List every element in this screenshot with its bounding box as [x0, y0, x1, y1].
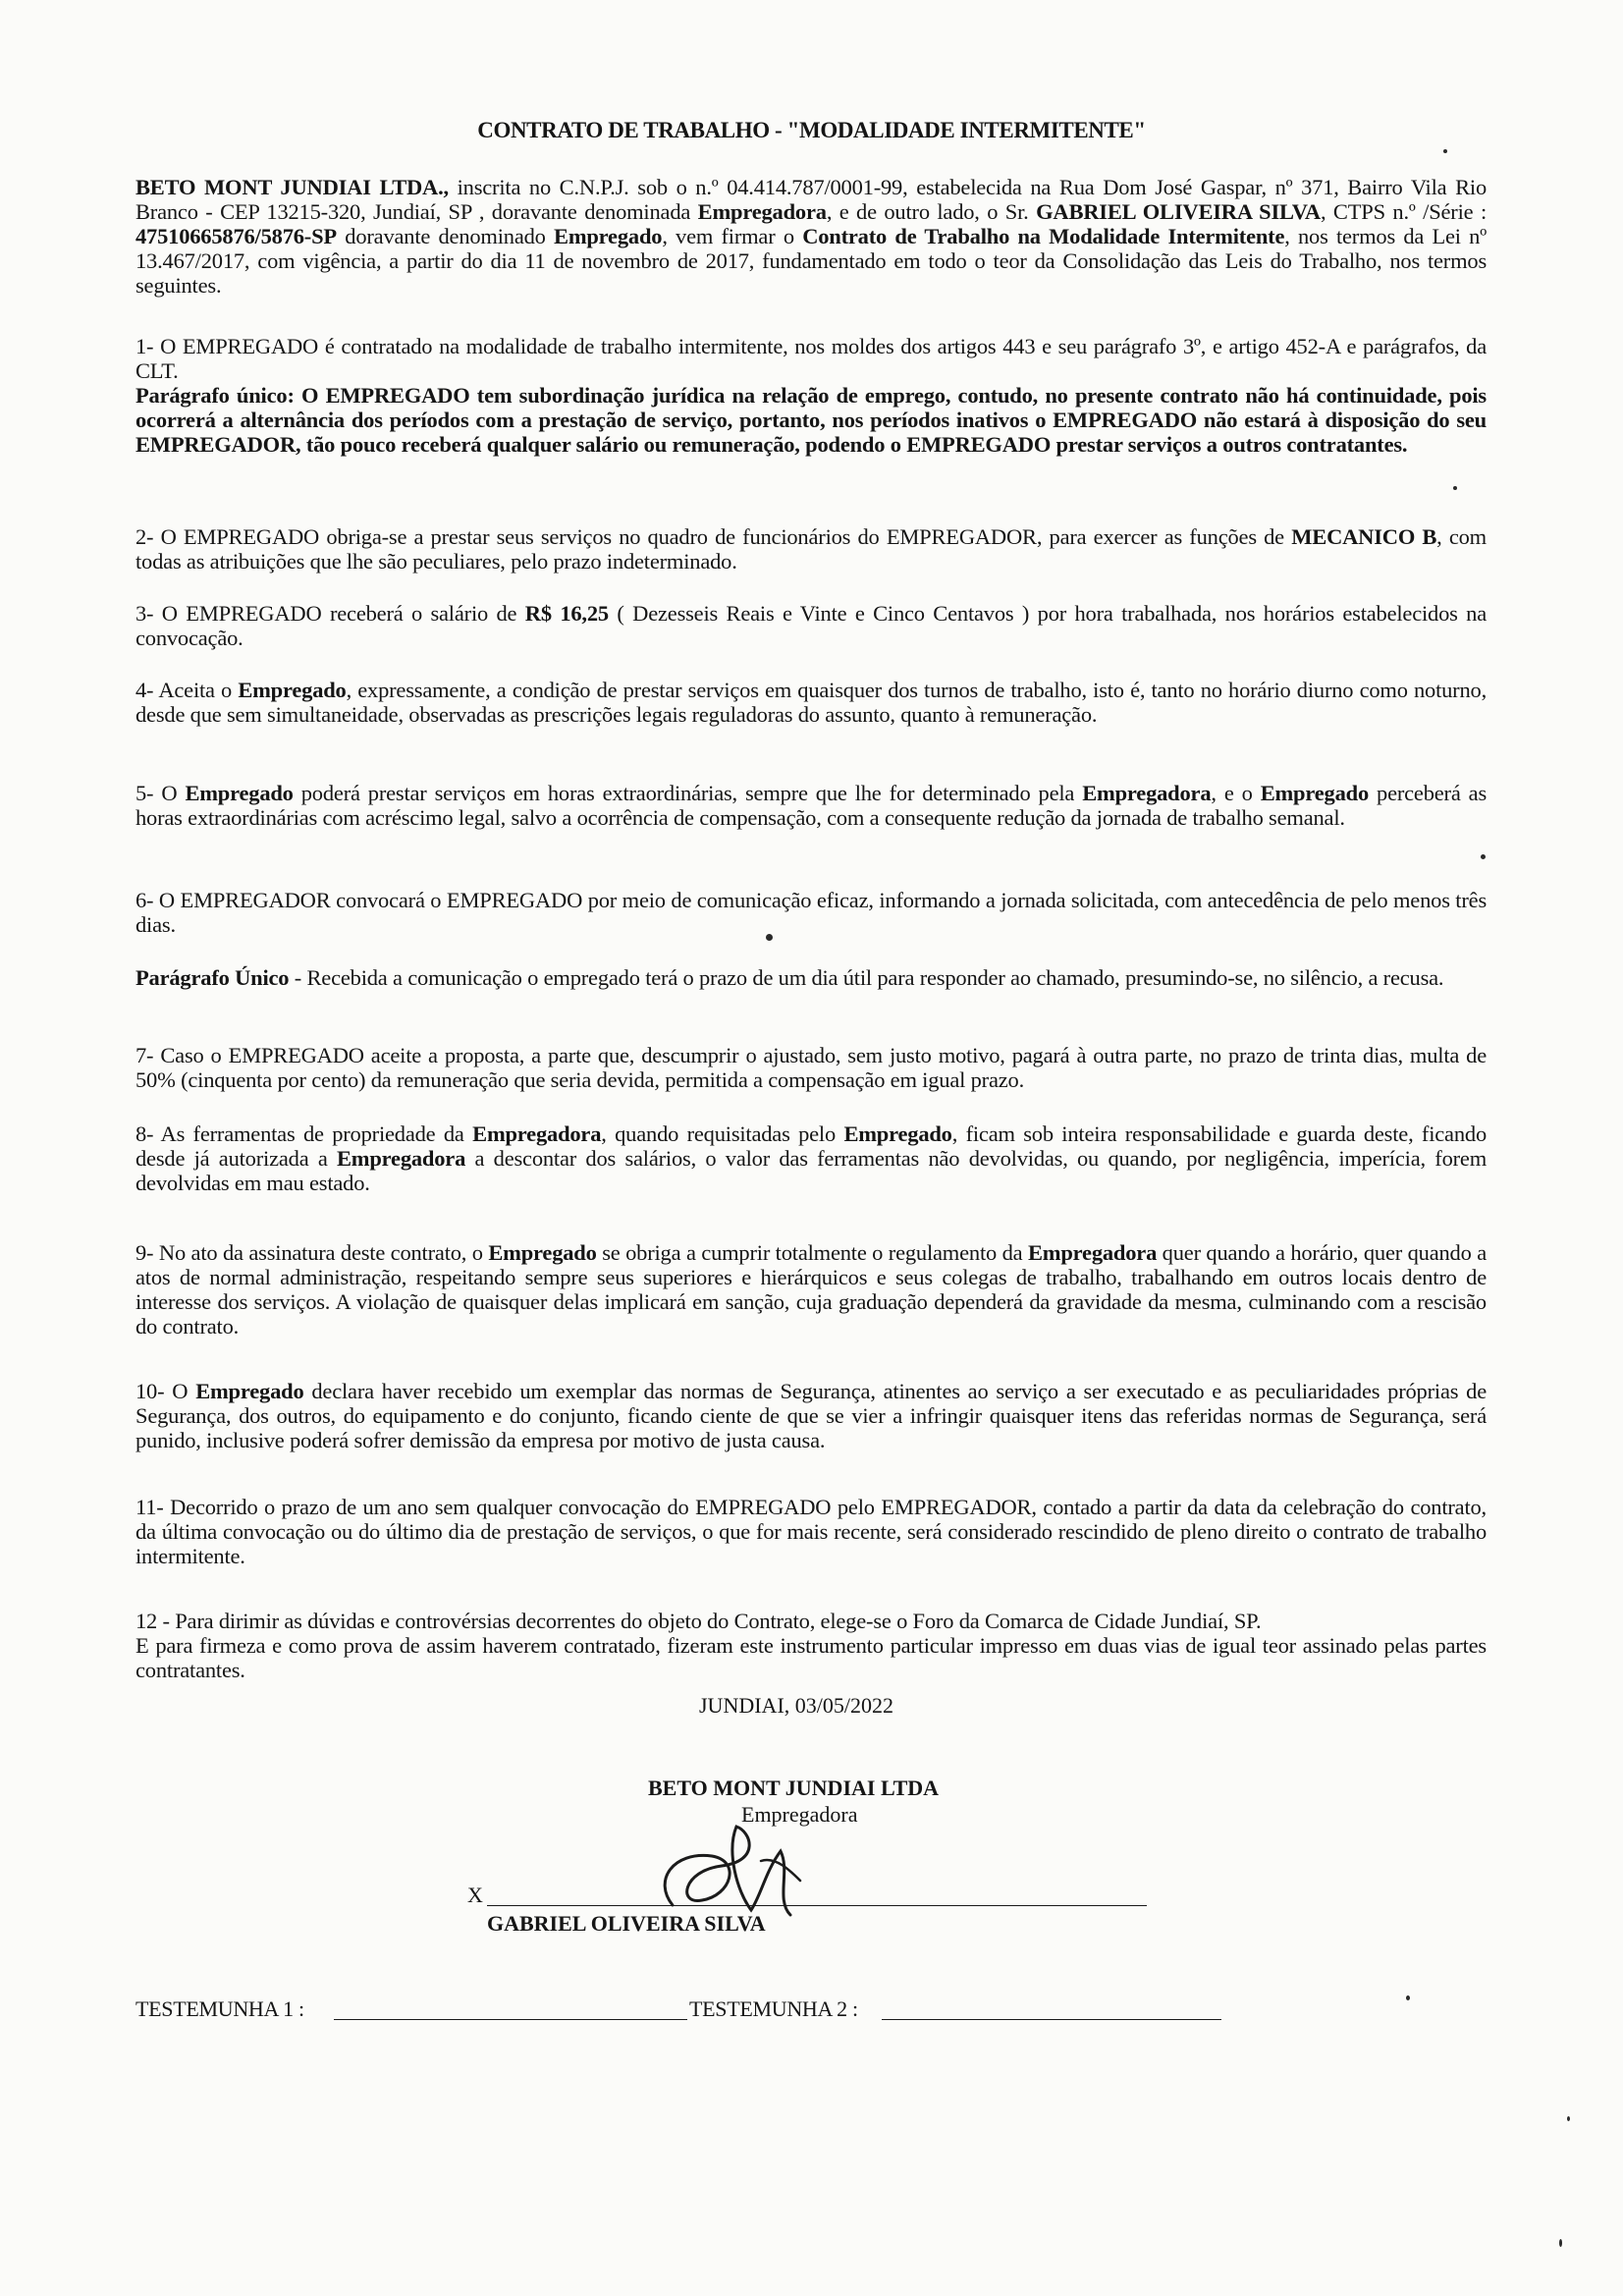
clause-5-text-2: poderá prestar serviços em horas extraordinárias, sempre que lhe for determinado pela: [293, 781, 1083, 805]
intro-empregadora: Empregadora: [697, 199, 827, 224]
clause-12-text: 12 - Para dirimir as dúvidas e controvérsias decorrentes do objeto do Contrato, elege-se o Foro da Comarca de Cidade Jundiaí, SP.: [135, 1609, 1262, 1633]
clause-1-paragrafo-unico: Parágrafo único: O EMPREGADO tem subordinação jurídica na relação de emprego, contudo, no presente contrato não há continuidade, pois ocorrerá a alternância dos períodos com a prestação de serviço, portanto, nos períodos inativos o EMPREGADO não estará à disposição do seu EMPREGADOR, tão pouco receberá qualquer salário ou remuneração, podendo o EMPREGADO prestar serviços a outros contratantes.: [135, 383, 1487, 457]
clause-4-text-2: , expressamente, a condição de prestar serviços em quaisquer dos turnos de trabalho, isto é, tanto no horário diurno como noturno, desde que sem simultaneidade, observadas as prescrições legais reguladoras do assunto, quanto à remuneração.: [135, 678, 1487, 727]
clause-9-text-1: 9- No ato da assinatura deste contrato, o: [135, 1240, 489, 1265]
salary-amount: R$ 16,25: [524, 601, 609, 626]
clause-10-empregado: Empregado: [195, 1379, 304, 1403]
document-title: CONTRATO DE TRABALHO - "MODALIDADE INTERMITENTE": [477, 118, 1146, 142]
clause-8-text-1: 8- As ferramentas de propriedade da: [135, 1121, 473, 1146]
clause-6-paragrafo-unico: [135, 965, 1487, 990]
paragrafo-unico-text: - Recebida a comunicação o empregado terá o prazo de um dia útil para responder ao chamado, presumindo-se, no silêncio, a recusa.: [289, 965, 1444, 990]
signature-x-mark: X: [467, 1883, 483, 1907]
clause-6: [135, 888, 1487, 937]
intro-text-4: doravante denominado: [336, 224, 555, 248]
place-date: JUNDIAI, 03/05/2022: [699, 1693, 893, 1718]
paragrafo-unico-label: Parágrafo Único: [135, 965, 290, 990]
scan-speck: [1453, 486, 1457, 490]
intro-text-1: inscrita no C.N.P.J. sob o n.º 04.414.787/0001-99, estabelecida na Rua Dom José Gaspar, nº 371, Bairro Vila Rio Branco - CEP 13215-320, Jundiaí, SP , doravante denominada: [135, 175, 1487, 224]
clause-11: [135, 1495, 1487, 1568]
clause-3-text-2: ( Dezesseis Reais e Vinte e Cinco Centavos ) por hora trabalhada, nos horários estabelecidos na convocação.: [135, 601, 1487, 650]
clause-8-text-4: a descontar dos salários, o valor das ferramentas não devolvidas, ou quando, por negligência, imperícia, forem devolvidas em mau estado.: [135, 1146, 1487, 1195]
clause-7: [135, 1043, 1487, 1092]
clause-5-text-4: perceberá as horas extraordinárias com acréscimo legal, salvo a ocorrência de compensação, com a consequente redução da jornada de trabalho semanal.: [135, 781, 1487, 830]
closing-text: E para firmeza e como prova de assim haverem contratado, fizeram este instrumento particular impresso em duas vias de igual teor assinado pelas partes contratantes.: [135, 1633, 1487, 1682]
clause-7-text: 7- Caso o EMPREGADO aceite a proposta, a parte que, descumprir o ajustado, sem justo motivo, pagará à outra parte, no prazo de trinta dias, multa de 50% (cinquenta por cento) da remuneração que seria devida, permitida a compensação em igual prazo.: [135, 1043, 1487, 1092]
scan-speck: [1406, 1995, 1410, 2000]
clause-8: [135, 1121, 1487, 1195]
intro-text-3: , CTPS n.º /Série :: [1320, 199, 1487, 224]
job-role: MECANICO B: [1291, 524, 1437, 549]
clause-5-text-3: , e o: [1211, 781, 1261, 805]
scan-speck: [1559, 2239, 1562, 2247]
intro-empregado: Empregado: [554, 224, 663, 248]
clause-10-text-2: declara haver recebido um exemplar das normas de Segurança, atinentes ao serviço a ser executado e as peculiaridades próprias de Segurança, dos outros, do equipamento e do conjunto, ficando ciente de que se vier a infringir quaisquer itens das referidas normas de Segurança, será punido, inclusive poderá sofrer demissão da empresa por motivo de justa causa.: [135, 1379, 1488, 1452]
clause-10: [135, 1379, 1487, 1452]
clause-4: [135, 678, 1487, 727]
clause-11-text: 11- Decorrido o prazo de um ano sem qualquer convocação do EMPREGADO pelo EMPREGADOR, contado a partir da data da celebração do contrato, da última convocação ou do último dia de prestação de serviços, o que for mais recente, será considerado rescindido de pleno direito o contrato de trabalho intermitente.: [135, 1495, 1487, 1568]
employee-signature-name: GABRIEL OLIVEIRA SILVA: [487, 1911, 766, 1936]
clause-2-text-1: 2- O EMPREGADO obriga-se a prestar seus serviços no quadro de funcionários do EMPREGADOR, para exercer as funções de: [135, 524, 1292, 549]
clause-10-text-1: 10- O: [135, 1379, 196, 1403]
clause-4-text-1: 4- Aceita o: [135, 678, 239, 702]
witness-2-line: [882, 2019, 1221, 2020]
clause-9-empregado: Empregado: [488, 1240, 597, 1265]
clause-8-text-2: , quando requisitadas pelo: [601, 1121, 844, 1146]
clause-9-empregadora: Empregadora: [1027, 1240, 1158, 1265]
clause-4-empregado: Empregado: [238, 678, 347, 702]
company-name: BETO MONT JUNDIAI LTDA.,: [135, 175, 449, 199]
clause-12: [135, 1609, 1487, 1682]
clause-3-text-1: 3- O EMPREGADO receberá o salário de: [135, 601, 525, 626]
clause-1: [135, 334, 1487, 457]
clause-5-empregadora: Empregadora: [1082, 781, 1212, 805]
clause-8-empregado: Empregado: [843, 1121, 952, 1146]
ctps-number: 47510665876/5876-SP: [135, 224, 337, 248]
intro-paragraph: [135, 175, 1487, 298]
clause-5-empregado-2: Empregado: [1260, 781, 1369, 805]
clause-9-text-3: quer quando a horário, quer quando a atos de normal administração, respeitando sempre seus superiores e hierárquicos e seus colegas de trabalho, trabalhando em outros locais dentro de interesse dos serviços. A violação de quaisquer delas implicará em sanção, cuja graduação dependerá da gravidade da mesma, culminando com a rescisão do contrato.: [135, 1240, 1487, 1339]
company-signature-role: Empregadora: [741, 1802, 858, 1827]
clause-8-text-3: , ficam sob inteira responsabilidade e guarda deste, ficando desde já autorizada a: [135, 1121, 1487, 1171]
clause-1-text: 1- O EMPREGADO é contratado na modalidade de trabalho intermitente, nos moldes dos artigos 443 e seu parágrafo 3º, e artigo 452-A e parágrafos, da CLT.: [135, 334, 1487, 383]
scan-speck: [1443, 149, 1447, 153]
witness-1-line: [334, 2019, 687, 2020]
company-signature-name: BETO MONT JUNDIAI LTDA: [648, 1776, 940, 1800]
intro-text-2: , e de outro lado, o Sr.: [826, 199, 1037, 224]
clause-5-text-1: 5- O: [135, 781, 186, 805]
employee-name: GABRIEL OLIVEIRA SILVA: [1036, 199, 1321, 224]
clause-5: [135, 781, 1487, 830]
clause-5-empregado: Empregado: [185, 781, 294, 805]
witness-2-label: TESTEMUNHA 2 :: [689, 1996, 858, 2021]
clause-9-text-2: se obriga a cumprir totalmente o regulamento da: [596, 1240, 1028, 1265]
clause-8-empregadora: Empregadora: [472, 1121, 602, 1146]
intro-text-5: , vem firmar o: [662, 224, 803, 248]
intro-text-6: , nos termos da Lei nº 13.467/2017, com vigência, a partir do dia 11 de novembro de 2017, fundamentado em todo o teor da Consolidação das Leis do Trabalho, nos termos seguintes.: [135, 224, 1487, 298]
scan-speck: [1567, 2116, 1570, 2121]
contract-type: Contrato de Trabalho na Modalidade Intermitente: [802, 224, 1285, 248]
employee-signature-line: [487, 1905, 1147, 1906]
clause-6-text: 6- O EMPREGADOR convocará o EMPREGADO por meio de comunicação eficaz, informando a jornada solicitada, com antecedência de pelo menos três dias.: [135, 888, 1487, 937]
scan-speck: [1481, 854, 1486, 859]
witness-1-label: TESTEMUNHA 1 :: [135, 1996, 304, 2021]
scan-speck: [766, 934, 773, 941]
clause-9: [135, 1240, 1487, 1339]
clause-8-empregadora-2: Empregadora: [337, 1146, 466, 1171]
clause-2: [135, 524, 1487, 574]
clause-2-text-2: , com todas as atribuições que lhe são peculiares, pelo prazo indeterminado.: [135, 524, 1487, 574]
clause-3: [135, 601, 1487, 650]
